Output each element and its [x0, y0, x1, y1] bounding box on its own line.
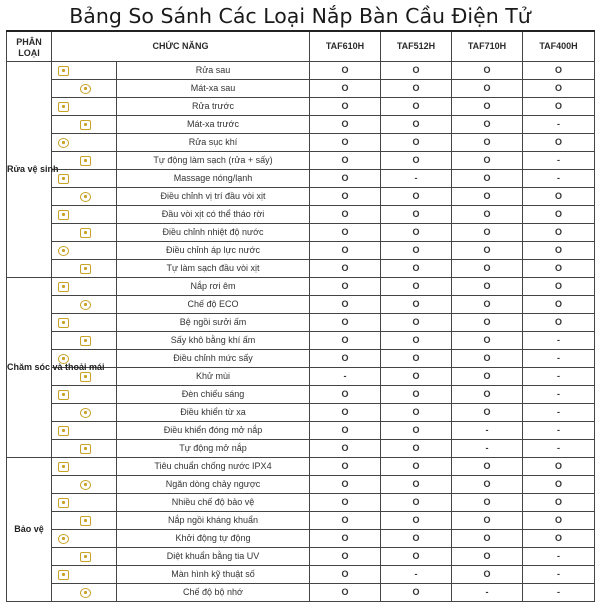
feature-name: Khởi động tự động [117, 530, 310, 548]
feature-name: Đèn chiếu sáng [117, 386, 310, 404]
feature-name: Bệ ngồi sưởi ấm [117, 314, 310, 332]
feature-icon-cell [52, 422, 117, 440]
support-value: - [452, 584, 523, 602]
feature-name: Rửa sau [117, 62, 310, 80]
support-value: O [523, 134, 595, 152]
table-row [7, 80, 595, 98]
support-value: O [381, 530, 452, 548]
support-value: O [381, 62, 452, 80]
feature-icon-cell [52, 584, 117, 602]
support-value: O [381, 494, 452, 512]
support-value: O [452, 404, 523, 422]
header-model: TAF400H [523, 31, 595, 62]
hot-cold-massage-icon [58, 174, 69, 184]
support-value: O [452, 548, 523, 566]
support-value: O [310, 494, 381, 512]
support-value: O [381, 422, 452, 440]
feature-name: Mát-xa sau [117, 80, 310, 98]
table-row [7, 476, 595, 494]
feature-icon-cell [52, 332, 117, 350]
support-value: O [381, 350, 452, 368]
support-value: O [381, 278, 452, 296]
feature-icon-cell [52, 404, 117, 422]
support-value: O [452, 368, 523, 386]
category-label: Chăm sóc và thoải mái [7, 278, 52, 458]
warm-air-dry-icon [80, 336, 91, 346]
feature-name: Massage nóng/lạnh [117, 170, 310, 188]
support-value: O [381, 512, 452, 530]
support-value: - [310, 368, 381, 386]
nozzle-self-clean-icon [80, 264, 91, 274]
support-value: - [381, 170, 452, 188]
table-row [7, 260, 595, 278]
support-value: O [310, 476, 381, 494]
table-row [7, 116, 595, 134]
feature-name: Điều khiển đóng mở nắp [117, 422, 310, 440]
rear-wash-icon [58, 66, 69, 76]
support-value: O [452, 350, 523, 368]
support-value: - [523, 566, 595, 584]
feature-icon-cell [52, 242, 117, 260]
dry-level-icon [58, 354, 69, 364]
feature-name: Rửa trước [117, 98, 310, 116]
feature-icon-cell [52, 566, 117, 584]
table-row [7, 584, 595, 602]
rear-massage-icon [80, 84, 91, 94]
feature-name: Khử mùi [117, 368, 310, 386]
support-value: O [381, 134, 452, 152]
header-category: PHÂN LOẠI [7, 31, 52, 62]
feature-name: Tự động mở nắp [117, 440, 310, 458]
backflow-prevention-icon [80, 480, 91, 490]
table-row [7, 188, 595, 206]
support-value: O [452, 386, 523, 404]
support-value: O [523, 458, 595, 476]
support-value: O [452, 80, 523, 98]
remote-control-icon [80, 408, 91, 418]
table-row [7, 98, 595, 116]
support-value: O [310, 206, 381, 224]
support-value: O [381, 386, 452, 404]
support-value: O [523, 188, 595, 206]
table-row [7, 566, 595, 584]
support-value: O [310, 548, 381, 566]
feature-icon-cell [52, 152, 117, 170]
header-function: CHỨC NĂNG [52, 31, 310, 62]
water-temperature-icon [80, 228, 91, 238]
support-value: O [310, 350, 381, 368]
support-value: O [310, 386, 381, 404]
support-value: O [523, 260, 595, 278]
multi-protection-icon [58, 498, 69, 508]
support-value: O [452, 332, 523, 350]
support-value: O [523, 242, 595, 260]
support-value: O [452, 98, 523, 116]
feature-name: Sấy khô bằng khí ấm [117, 332, 310, 350]
feature-icon-cell [52, 98, 117, 116]
support-value: O [523, 530, 595, 548]
soft-close-icon [58, 282, 69, 292]
support-value: O [452, 170, 523, 188]
support-value: O [310, 134, 381, 152]
front-wash-icon [58, 102, 69, 112]
nozzle-position-icon [80, 192, 91, 202]
support-value: O [523, 62, 595, 80]
air-wash-icon [58, 138, 69, 148]
removable-nozzle-icon [58, 210, 69, 220]
header-model: TAF710H [452, 31, 523, 62]
feature-name: Tự làm sạch đầu vòi xịt [117, 260, 310, 278]
table-row [7, 530, 595, 548]
support-value: O [310, 566, 381, 584]
auto-start-icon [58, 534, 69, 544]
support-value: O [452, 152, 523, 170]
table-row [7, 296, 595, 314]
support-value: - [523, 332, 595, 350]
deodorize-icon [80, 372, 91, 382]
feature-name: Chế độ bộ nhớ [117, 584, 310, 602]
feature-icon-cell [52, 116, 117, 134]
support-value: O [452, 134, 523, 152]
feature-name: Nắp ngồi kháng khuẩn [117, 512, 310, 530]
support-value: O [452, 242, 523, 260]
support-value: O [452, 296, 523, 314]
support-value: O [452, 494, 523, 512]
support-value: O [523, 512, 595, 530]
support-value: O [310, 440, 381, 458]
auto-clean-icon [80, 156, 91, 166]
support-value: O [381, 332, 452, 350]
table-row [7, 512, 595, 530]
support-value: O [310, 296, 381, 314]
antibacterial-seat-icon [80, 516, 91, 526]
support-value: O [381, 314, 452, 332]
support-value: O [381, 188, 452, 206]
support-value: O [310, 404, 381, 422]
feature-name: Mát-xa trước [117, 116, 310, 134]
support-value: O [381, 80, 452, 98]
support-value: - [452, 422, 523, 440]
support-value: O [523, 98, 595, 116]
support-value: O [381, 440, 452, 458]
feature-icon-cell [52, 476, 117, 494]
table-row [7, 548, 595, 566]
support-value: O [523, 206, 595, 224]
feature-icon-cell [52, 512, 117, 530]
support-value: O [452, 278, 523, 296]
support-value: - [452, 440, 523, 458]
heated-seat-icon [58, 318, 69, 328]
water-pressure-icon [58, 246, 69, 256]
support-value: - [523, 350, 595, 368]
support-value: O [523, 296, 595, 314]
table-row [7, 224, 595, 242]
support-value: - [523, 584, 595, 602]
support-value: O [310, 530, 381, 548]
table-row [7, 242, 595, 260]
lid-control-icon [58, 426, 69, 436]
header-model: TAF512H [381, 31, 452, 62]
feature-icon-cell [52, 494, 117, 512]
feature-icon-cell [52, 62, 117, 80]
support-value: - [523, 548, 595, 566]
support-value: O [310, 458, 381, 476]
support-value: - [523, 422, 595, 440]
feature-name: Điều chỉnh áp lực nước [117, 242, 310, 260]
feature-icon-cell [52, 224, 117, 242]
support-value: O [310, 512, 381, 530]
support-value: - [381, 566, 452, 584]
support-value: O [310, 170, 381, 188]
support-value: O [381, 548, 452, 566]
support-value: O [310, 278, 381, 296]
support-value: O [452, 458, 523, 476]
category-label: Rửa vệ sinh [7, 62, 52, 278]
feature-name: Điều khiển từ xa [117, 404, 310, 422]
support-value: O [310, 188, 381, 206]
support-value: O [310, 62, 381, 80]
table-row [7, 206, 595, 224]
category-label: Bảo vệ [7, 458, 52, 602]
table-row [7, 332, 595, 350]
support-value: O [452, 530, 523, 548]
support-value: O [381, 368, 452, 386]
feature-name: Chế độ ECO [117, 296, 310, 314]
support-value: O [381, 116, 452, 134]
support-value: O [452, 206, 523, 224]
header-model: TAF610H [310, 31, 381, 62]
feature-icon-cell [52, 80, 117, 98]
support-value: O [310, 80, 381, 98]
support-value: O [523, 278, 595, 296]
table-row [7, 422, 595, 440]
feature-name: Diệt khuẩn bằng tia UV [117, 548, 310, 566]
support-value: O [523, 476, 595, 494]
support-value: - [523, 116, 595, 134]
feature-name: Điều chỉnh mức sấy [117, 350, 310, 368]
support-value: O [310, 98, 381, 116]
feature-icon-cell [52, 188, 117, 206]
support-value: O [310, 584, 381, 602]
support-value: O [381, 206, 452, 224]
support-value: O [310, 224, 381, 242]
night-light-icon [58, 390, 69, 400]
support-value: O [452, 314, 523, 332]
feature-icon-cell [52, 548, 117, 566]
support-value: O [381, 404, 452, 422]
support-value: O [381, 476, 452, 494]
memory-mode-icon [80, 588, 91, 598]
table-row [7, 440, 595, 458]
feature-icon-cell [52, 314, 117, 332]
table-row [7, 62, 595, 80]
uv-sterilize-icon [80, 552, 91, 562]
feature-icon-cell [52, 530, 117, 548]
table-row [7, 404, 595, 422]
eco-mode-icon [80, 300, 91, 310]
support-value: O [452, 260, 523, 278]
support-value: O [381, 152, 452, 170]
feature-name: Điều chỉnh vị trí đầu vòi xịt [117, 188, 310, 206]
support-value: O [523, 80, 595, 98]
page-title: Bảng So Sánh Các Loại Nắp Bàn Cầu Điện Tử [69, 4, 531, 28]
table-row [7, 458, 595, 476]
table-row [7, 386, 595, 404]
support-value: O [381, 296, 452, 314]
feature-name: Nhiều chế độ bảo vệ [117, 494, 310, 512]
support-value: O [310, 332, 381, 350]
support-value: O [452, 476, 523, 494]
waterproof-icon [58, 462, 69, 472]
table-row [7, 494, 595, 512]
support-value: - [523, 404, 595, 422]
support-value: O [452, 188, 523, 206]
support-value: - [523, 368, 595, 386]
support-value: O [310, 116, 381, 134]
auto-open-lid-icon [80, 444, 91, 454]
support-value: O [310, 152, 381, 170]
support-value: O [452, 62, 523, 80]
support-value: O [452, 512, 523, 530]
table-row [7, 314, 595, 332]
feature-name: Điều chỉnh nhiệt độ nước [117, 224, 310, 242]
feature-name: Tự động làm sạch (rửa + sấy) [117, 152, 310, 170]
support-value: O [381, 260, 452, 278]
feature-name: Ngăn dòng chảy ngược [117, 476, 310, 494]
feature-name: Rửa sục khí [117, 134, 310, 152]
table-row [7, 152, 595, 170]
support-value: O [523, 494, 595, 512]
feature-icon-cell [52, 278, 117, 296]
feature-name: Tiêu chuẩn chống nước IPX4 [117, 458, 310, 476]
feature-name: Đầu vòi xịt có thể tháo rời [117, 206, 310, 224]
comparison-table [6, 30, 595, 602]
support-value: O [381, 584, 452, 602]
feature-name: Màn hình kỹ thuật số [117, 566, 310, 584]
table-row [7, 134, 595, 152]
support-value: O [452, 116, 523, 134]
support-value: - [523, 170, 595, 188]
support-value: O [310, 260, 381, 278]
feature-icon-cell [52, 134, 117, 152]
feature-icon-cell [52, 170, 117, 188]
header-row [7, 31, 595, 62]
support-value: O [381, 224, 452, 242]
digital-display-icon [58, 570, 69, 580]
support-value: O [310, 242, 381, 260]
feature-icon-cell [52, 206, 117, 224]
support-value: O [523, 314, 595, 332]
support-value: O [381, 98, 452, 116]
table-row [7, 278, 595, 296]
support-value: - [523, 386, 595, 404]
support-value: O [381, 242, 452, 260]
feature-icon-cell [52, 296, 117, 314]
support-value: O [310, 314, 381, 332]
support-value: O [452, 224, 523, 242]
feature-icon-cell [52, 260, 117, 278]
support-value: O [452, 566, 523, 584]
support-value: - [523, 440, 595, 458]
front-massage-icon [80, 120, 91, 130]
feature-name: Nắp rơi êm [117, 278, 310, 296]
support-value: O [381, 458, 452, 476]
table-row [7, 170, 595, 188]
feature-icon-cell [52, 386, 117, 404]
support-value: - [523, 152, 595, 170]
feature-icon-cell [52, 440, 117, 458]
support-value: O [310, 422, 381, 440]
feature-icon-cell [52, 458, 117, 476]
support-value: O [523, 224, 595, 242]
